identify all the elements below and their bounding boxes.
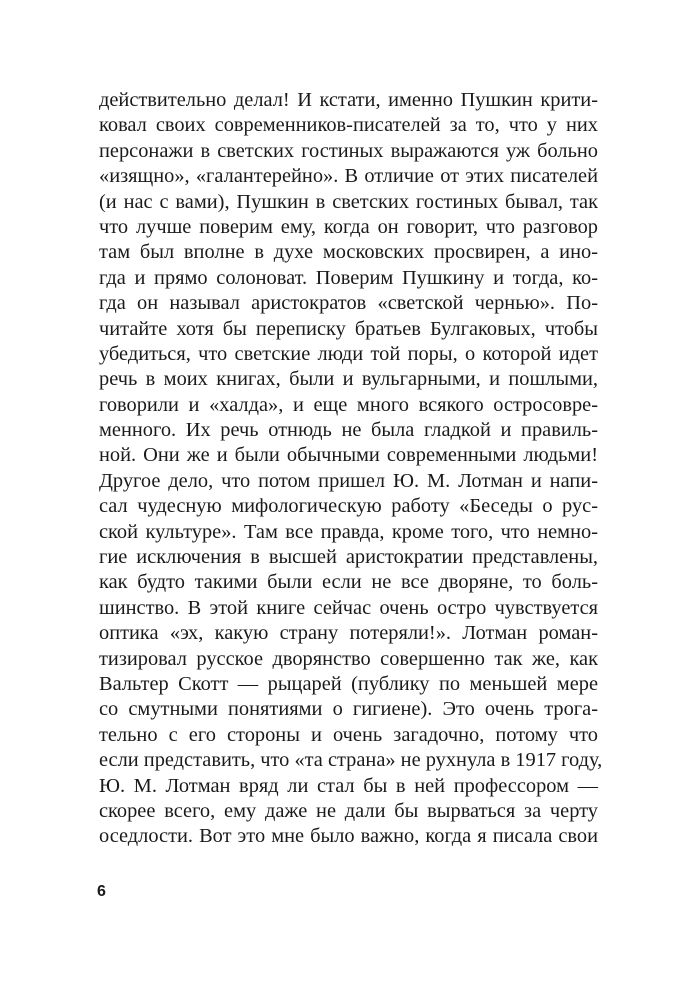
text-line-1: действительно делал! И кстати, именно Пушкин крити-	[99, 89, 598, 111]
text-line-17: сал чудесную мифологическую работу «Беседы о рус-	[99, 495, 598, 518]
text-line-11: убедиться, что светские люди той поры, о которой идет	[99, 342, 598, 365]
text-line-27: если представить, что «та страна» не рухнула в 1917 году,	[99, 749, 603, 772]
text-line-9: гда он называл аристократов «светской чернью». По-	[99, 292, 598, 315]
page-number: 6	[97, 883, 106, 900]
text-line-20: как будто такими были если не все дворяне, то боль-	[99, 571, 598, 594]
text-line-21: шинство. В этой книге сейчас очень остро чувствуется	[99, 596, 598, 619]
text-line-4: «изящно», «галантерейно». В отличие от этих писателей	[99, 165, 598, 188]
text-line-25: со смутными понятиями о гигиене). Это очень трога-	[99, 698, 598, 721]
text-line-22: оптика «эх, какую страну потеряли!». Лотман роман-	[99, 622, 598, 645]
text-line-12: речь в моих книгах, были и вульгарными, и пошлыми,	[99, 368, 598, 391]
text-line-18: ской культуре». Там все правда, кроме того, что немно-	[99, 520, 598, 543]
text-line-29: скорее всего, ему даже не дали бы вырваться за черту	[99, 799, 598, 822]
text-line-2: ковал своих современников-писателей за то, что у них	[99, 114, 598, 137]
text-line-8: гда и прямо солоноват. Поверим Пушкину и тогда, ко-	[99, 266, 598, 289]
text-line-13: говорили и «халда», и еще много всякого остросовре-	[99, 393, 598, 416]
text-line-28: Ю. М. Лотман вряд ли стал бы в ней профессором —	[99, 774, 598, 797]
text-line-16: Другое дело, что потом пришел Ю. М. Лотман и напи-	[99, 469, 598, 492]
text-line-30: оседлости. Вот это мне было важно, когда я писала свои	[99, 825, 598, 848]
text-line-5: (и нас с вами), Пушкин в светских гостиных бывал, так	[99, 190, 598, 213]
text-line-15: ной. Они же и были обычными современными людьми!	[99, 444, 598, 467]
text-line-6: что лучше поверим ему, когда он говорит, что разговор	[99, 215, 598, 238]
text-line-10: читайте хотя бы переписку братьев Булгаковых, чтобы	[99, 317, 598, 340]
text-line-23: тизировал русское дворянство совершенно так же, как	[99, 647, 598, 670]
text-line-3: персонажи в светских гостиных выражаются уж больно	[99, 139, 598, 162]
text-line-26: тельно с его стороны и очень загадочно, потому что	[99, 723, 598, 746]
text-line-24: Вальтер Скотт — рыцарей (публику по меньшей мере	[99, 672, 598, 695]
text-line-19: гие исключения в высшей аристократии представлены,	[99, 546, 598, 569]
body-text	[99, 88, 603, 850]
text-line-14: менного. Их речь отнюдь не была гладкой и правиль-	[99, 419, 598, 442]
text-line-7: там был вполне в духе московских просвирен, а ино-	[99, 241, 598, 264]
